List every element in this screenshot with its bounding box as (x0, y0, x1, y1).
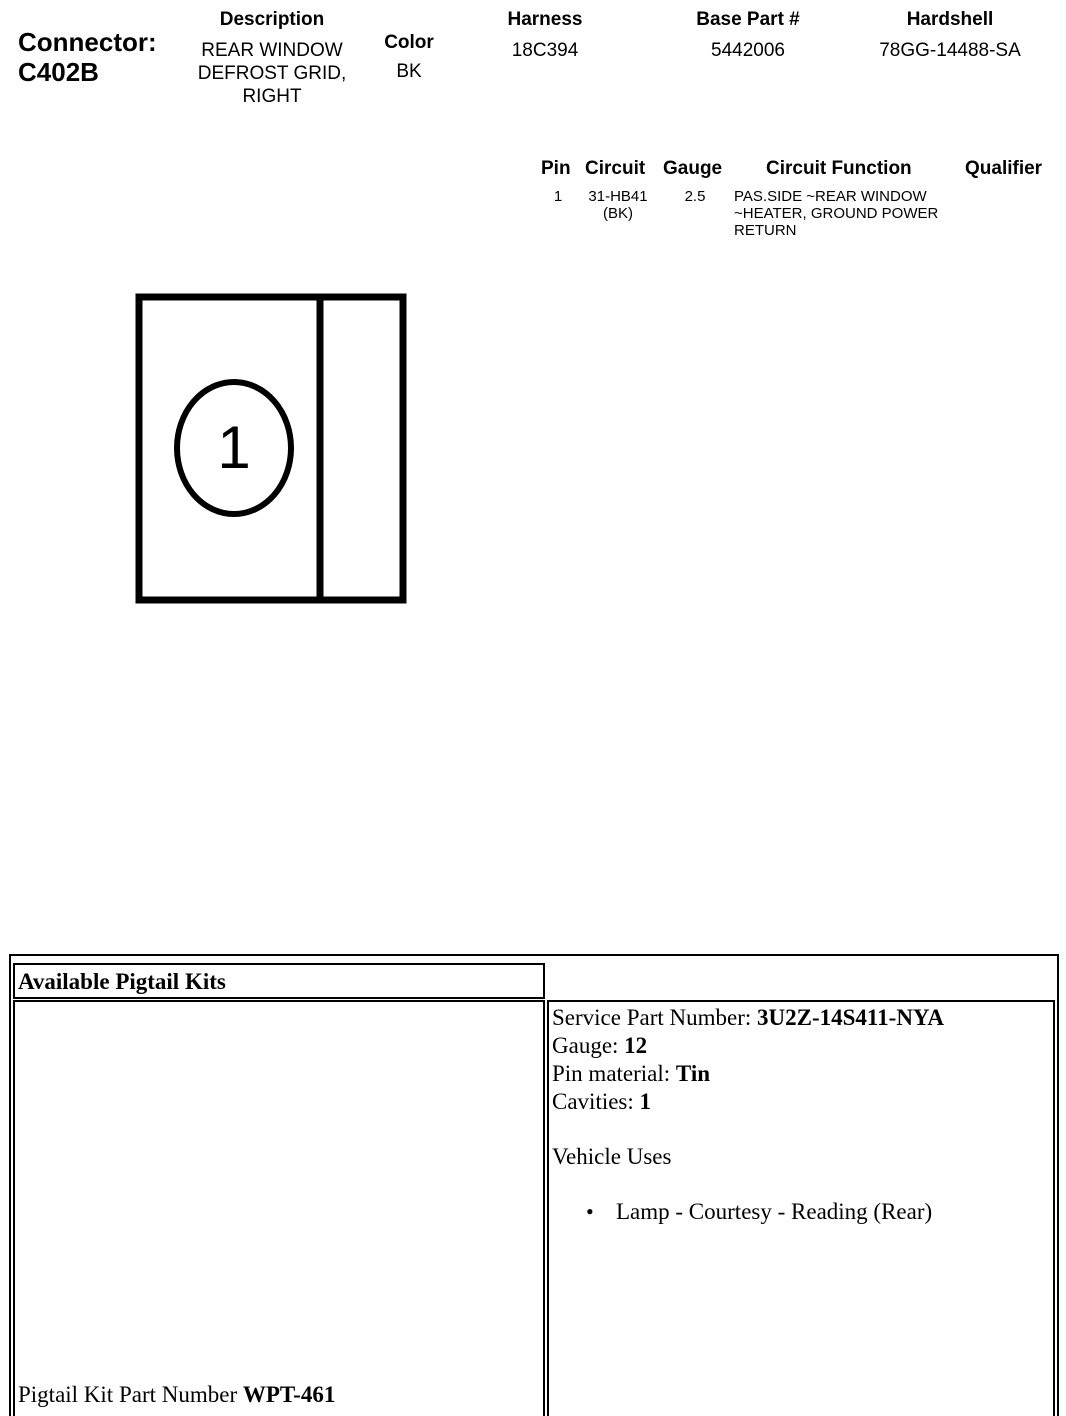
pigtail-kit-part-number: WPT-461 (242, 1382, 336, 1407)
harness-value: 18C394 (511, 40, 579, 61)
harness-column (475, 9, 615, 62)
connector-label: Connector: (18, 27, 157, 57)
gauge-line: Gauge: 12 (552, 1033, 648, 1058)
description-value: REAR WINDOW DEFROST GRID, RIGHT (197, 40, 347, 107)
circuit-function-cell: PAS.SIDE ~REAR WINDOW ~HEATER, GROUND POWER RETURN (734, 188, 939, 239)
pigtail-details-cell (547, 1000, 1055, 1416)
base-part-column (668, 9, 828, 62)
pigtail-details (552, 1004, 944, 1226)
pin-material-value: Tin (675, 1061, 711, 1086)
circuit-function-header: Circuit Function (766, 158, 912, 179)
hardshell-header: Hardshell (906, 9, 994, 30)
pin-material-line: Pin material: Tin (552, 1061, 711, 1086)
connector-id: C402B (18, 57, 99, 87)
base-part-value: 5442006 (711, 40, 785, 61)
circuit-header: Circuit (585, 158, 646, 179)
service-part-number: 3U2Z-14S411-NYA (757, 1005, 945, 1030)
list-item: • Lamp - Courtesy - Reading (Rear) (578, 1198, 944, 1226)
connector-heading (18, 27, 157, 87)
description-column (172, 9, 372, 108)
pin-header: Pin (541, 158, 571, 179)
vehicle-uses-label: Vehicle Uses (552, 1144, 672, 1169)
hardshell-value: 78GG-14488-SA (879, 40, 1021, 61)
pigtail-kit-part: Pigtail Kit Part Number WPT-461 (18, 1382, 336, 1407)
gauge-cell: 2.5 (684, 188, 706, 205)
qualifier-header: Qualifier (965, 158, 1043, 179)
circuit-cell: 31-HB41 (BK) (588, 188, 648, 222)
color-column (368, 32, 450, 83)
color-value: BK (396, 61, 422, 82)
color-header: Color (384, 32, 434, 53)
description-header: Description (219, 9, 325, 30)
base-part-header: Base Part # (696, 9, 800, 30)
pigtail-kits-title: Available Pigtail Kits (13, 963, 545, 999)
harness-header: Harness (507, 9, 583, 30)
hardshell-column (858, 9, 1042, 62)
service-part-line: Service Part Number: 3U2Z-14S411-NYA (552, 1005, 945, 1030)
pin-cavity-label: 1 (217, 414, 251, 481)
connector-face-diagram (130, 288, 420, 610)
gauge-value: 12 (624, 1033, 648, 1058)
pigtail-image-cell (13, 1000, 545, 1416)
cavities-value: 1 (639, 1089, 652, 1114)
gauge-header: Gauge (663, 158, 723, 179)
cavities-line: Cavities: 1 (552, 1089, 652, 1114)
vehicle-uses-list (578, 1198, 944, 1226)
pin-number-cell: 1 (553, 188, 563, 205)
